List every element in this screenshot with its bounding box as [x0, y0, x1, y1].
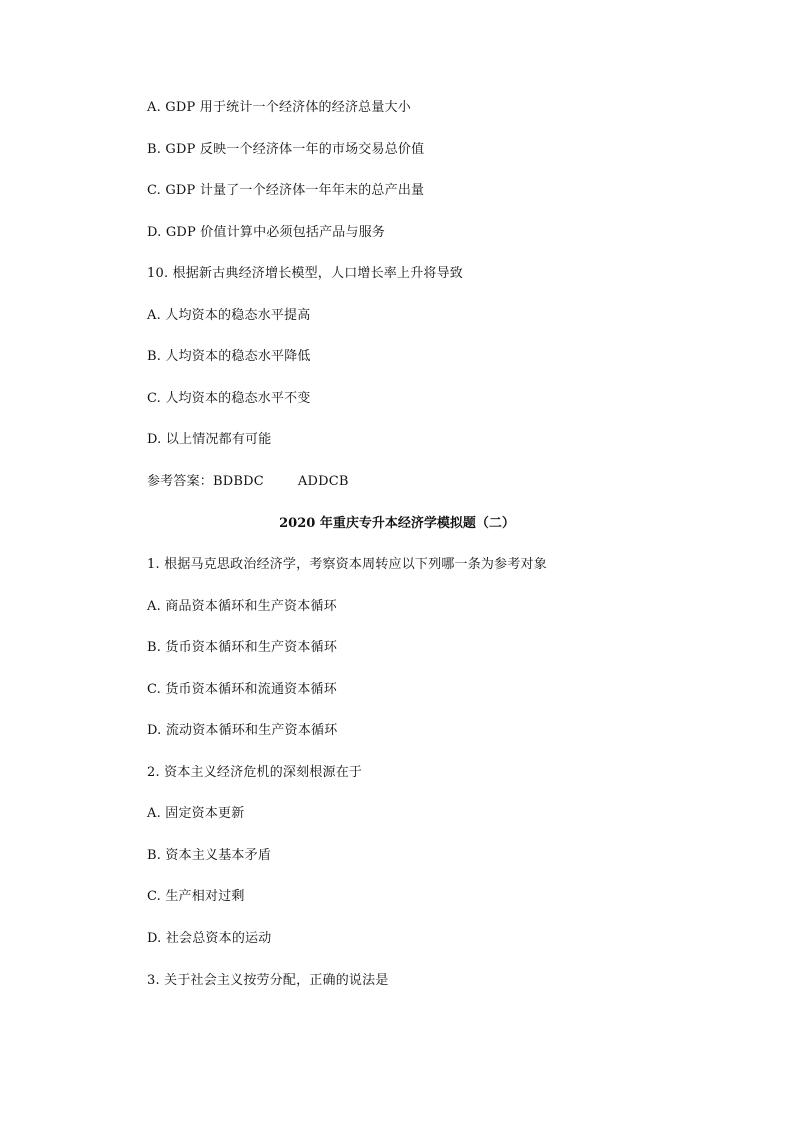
- s2-q1-option-b: B. 货币资本循环和生产资本循环: [147, 640, 338, 655]
- q10-stem: 10. 根据新古典经济增长模型，人口增长率上升将导致: [147, 266, 464, 281]
- q10-option-a: A. 人均资本的稳态水平提高: [147, 308, 311, 323]
- s2-q3-stem: 3. 关于社会主义按劳分配，正确的说法是: [147, 973, 389, 988]
- q10-option-c: C. 人均资本的稳态水平不变: [147, 391, 311, 406]
- q9-option-a: A. GDP 用于统计一个经济体的经济总量大小: [147, 100, 411, 115]
- q10-option-d: D. 以上情况都有可能: [147, 432, 272, 447]
- answer-key-label: 参考答案：BDBDC: [147, 474, 264, 489]
- s2-q1-stem: 1. 根据马克思政治经济学，考察资本周转应以下列哪一条为参考对象: [147, 557, 547, 572]
- q9-option-b: B. GDP 反映一个经济体一年的市场交易总价值: [147, 142, 425, 157]
- answer-key-second: ADDCB: [297, 474, 349, 489]
- answer-key: [147, 474, 349, 490]
- s2-q2-option-a: A. 固定资本更新: [147, 806, 245, 821]
- s2-q2-stem: 2. 资本主义经济危机的深刻根源在于: [147, 765, 363, 780]
- s2-q1-option-d: D. 流动资本循环和生产资本循环: [147, 723, 338, 738]
- s2-q2-option-b: B. 资本主义基本矛盾: [147, 848, 272, 863]
- s2-q1-option-a: A. 商品资本循环和生产资本循环: [147, 599, 337, 614]
- s2-q1-option-c: C. 货币资本循环和流通资本循环: [147, 682, 337, 697]
- q9-option-c: C. GDP 计量了一个经济体一年年末的总产出量: [147, 183, 425, 198]
- section-title: 2020 年重庆专升本经济学模拟题（二）: [279, 516, 515, 531]
- q10-option-b: B. 人均资本的稳态水平降低: [147, 349, 311, 364]
- q9-option-d: D. GDP 价值计算中必须包括产品与服务: [147, 225, 386, 240]
- s2-q2-option-c: C. 生产相对过剩: [147, 889, 245, 904]
- s2-q2-option-d: D. 社会总资本的运动: [147, 931, 272, 946]
